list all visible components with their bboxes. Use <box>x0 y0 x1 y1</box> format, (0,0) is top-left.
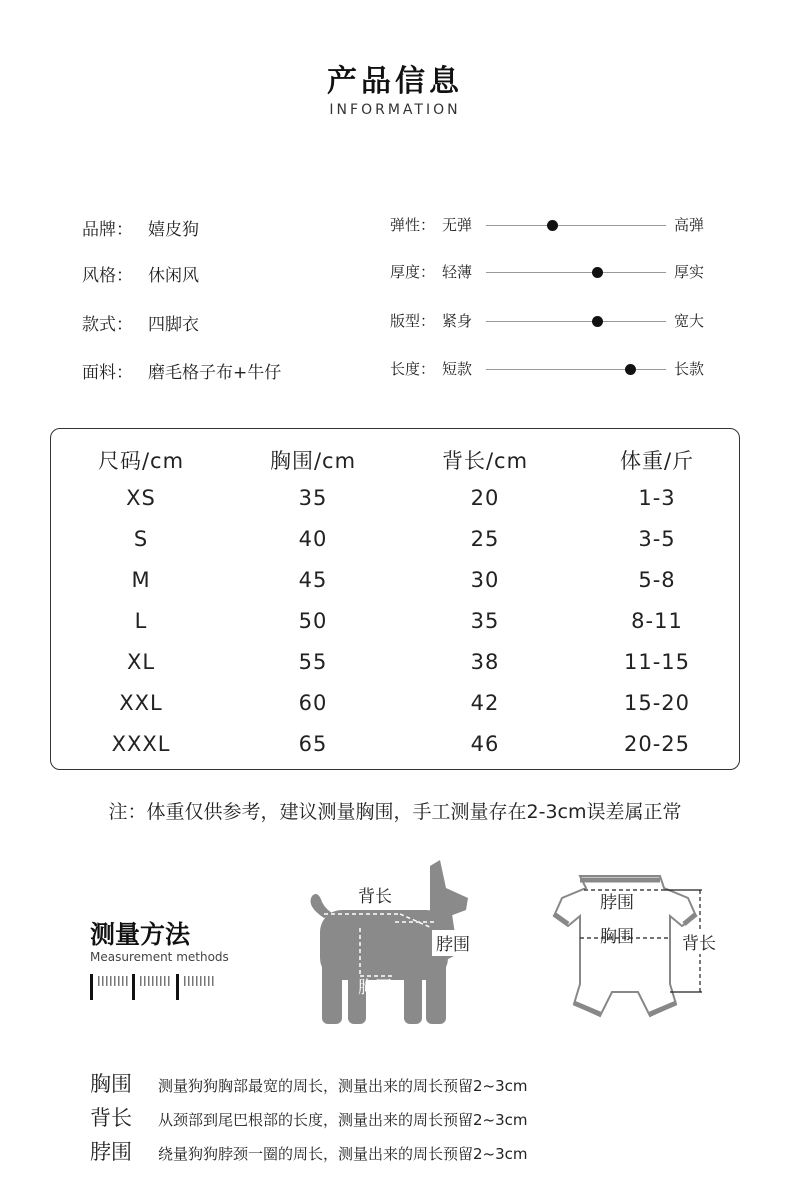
method-row-back <box>90 1102 528 1132</box>
garment-neck-label: 脖围 <box>600 893 634 913</box>
table-cell: 50 <box>298 609 328 633</box>
dog-neck-label: 脖围 <box>436 935 470 955</box>
ruler-icon <box>90 974 220 1002</box>
slider-low-label: 紧身 <box>442 312 473 330</box>
garment-illustration <box>540 866 740 1026</box>
slider-fit <box>390 306 720 336</box>
table-cell: 35 <box>470 609 500 633</box>
table-header-cell: 背长/cm <box>441 449 529 473</box>
garment-chest-label: 胸围 <box>600 927 634 947</box>
attribute-value: 四脚衣 <box>148 315 199 335</box>
table-cell: 55 <box>298 650 328 674</box>
slider-label: 厚度： <box>390 263 436 281</box>
slider-low-label: 无弹 <box>442 216 473 234</box>
table-cell: 5-8 <box>638 568 676 592</box>
table-cell: 42 <box>470 691 500 715</box>
attribute-key: 风格： <box>82 266 133 286</box>
slider-label: 长度： <box>390 360 436 378</box>
garment-back-label: 背长 <box>682 934 716 954</box>
table-cell: 3-5 <box>638 527 676 551</box>
dog-back-label: 背长 <box>358 887 392 907</box>
slider-low-label: 轻薄 <box>442 263 473 281</box>
table-header-cell: 体重/斤 <box>619 449 695 473</box>
slider-dot <box>592 316 603 327</box>
method-row-neck <box>90 1136 528 1166</box>
slider-label: 弹性： <box>390 216 436 234</box>
method-subtitle: Measurement methods <box>90 950 229 964</box>
table-cell: XXXL <box>111 732 171 756</box>
table-cell: 1-3 <box>638 486 676 510</box>
table-cell: S <box>133 527 149 551</box>
table-cell: M <box>131 568 151 592</box>
slider-elasticity <box>390 210 720 240</box>
dog-illustration <box>300 858 490 1028</box>
table-cell: 11-15 <box>623 650 691 674</box>
slider-track <box>486 225 666 226</box>
method-row-key: 胸围 <box>90 1072 132 1096</box>
slider-dot <box>547 220 558 231</box>
table-header-cell: 胸围/cm <box>269 449 357 473</box>
table-cell: 46 <box>470 732 500 756</box>
table-cell: 8-11 <box>631 609 683 633</box>
table-header-cell: 尺码/cm <box>97 449 185 473</box>
table-cell: 45 <box>298 568 328 592</box>
attribute-key: 面料： <box>82 363 133 383</box>
attribute-style <box>82 261 199 286</box>
attribute-value: 嬉皮狗 <box>148 220 199 240</box>
table-cell: 38 <box>470 650 500 674</box>
attribute-brand <box>82 215 199 240</box>
method-row-desc: 绕量狗狗脖颈一圈的周长，测量出来的周长预留2~3cm <box>158 1145 528 1163</box>
slider-high-label: 长款 <box>674 360 705 378</box>
table-cell: 35 <box>298 486 328 510</box>
slider-track <box>486 272 666 273</box>
table-cell: XXL <box>119 691 163 715</box>
table-cell: L <box>134 609 148 633</box>
table-cell: 30 <box>470 568 500 592</box>
page-title: 产品信息 <box>327 64 463 99</box>
size-note: 注：体重仅供参考，建议测量胸围，手工测量存在2-3cm误差属正常 <box>108 801 682 823</box>
slider-thickness <box>390 257 720 287</box>
attribute-key: 款式： <box>82 315 133 335</box>
slider-high-label: 厚实 <box>674 263 705 281</box>
table-cell: 20-25 <box>623 732 691 756</box>
table-cell: 40 <box>298 527 328 551</box>
method-row-desc: 测量狗狗胸部最宽的周长，测量出来的周长预留2~3cm <box>158 1077 528 1095</box>
table-cell: 65 <box>298 732 328 756</box>
table-cell: 15-20 <box>623 691 691 715</box>
slider-high-label: 高弹 <box>674 216 705 234</box>
method-row-key: 背长 <box>90 1106 132 1130</box>
slider-track <box>486 369 666 370</box>
slider-track <box>486 321 666 322</box>
method-row-desc: 从颈部到尾巴根部的长度，测量出来的周长预留2~3cm <box>158 1111 528 1129</box>
table-cell: XS <box>126 486 156 510</box>
method-row-chest <box>90 1068 528 1098</box>
attribute-value: 休闲风 <box>148 266 199 286</box>
page-subtitle: INFORMATION <box>329 102 461 118</box>
attribute-value: 磨毛格子布+牛仔 <box>148 363 282 383</box>
slider-length <box>390 354 720 384</box>
attribute-key: 品牌： <box>82 220 133 240</box>
slider-low-label: 短款 <box>442 360 473 378</box>
size-table <box>50 428 740 770</box>
attribute-fabric <box>82 358 281 383</box>
slider-dot <box>592 267 603 278</box>
table-cell: XL <box>126 650 156 674</box>
slider-dot <box>625 364 636 375</box>
table-cell: 25 <box>470 527 500 551</box>
slider-label: 版型： <box>390 312 436 330</box>
method-row-key: 脖围 <box>90 1140 132 1164</box>
slider-high-label: 宽大 <box>674 312 705 330</box>
method-title: 测量方法 <box>90 920 191 949</box>
dog-chest-label: 胸围 <box>358 978 392 998</box>
table-cell: 60 <box>298 691 328 715</box>
attribute-type <box>82 310 199 335</box>
table-cell: 20 <box>470 486 500 510</box>
